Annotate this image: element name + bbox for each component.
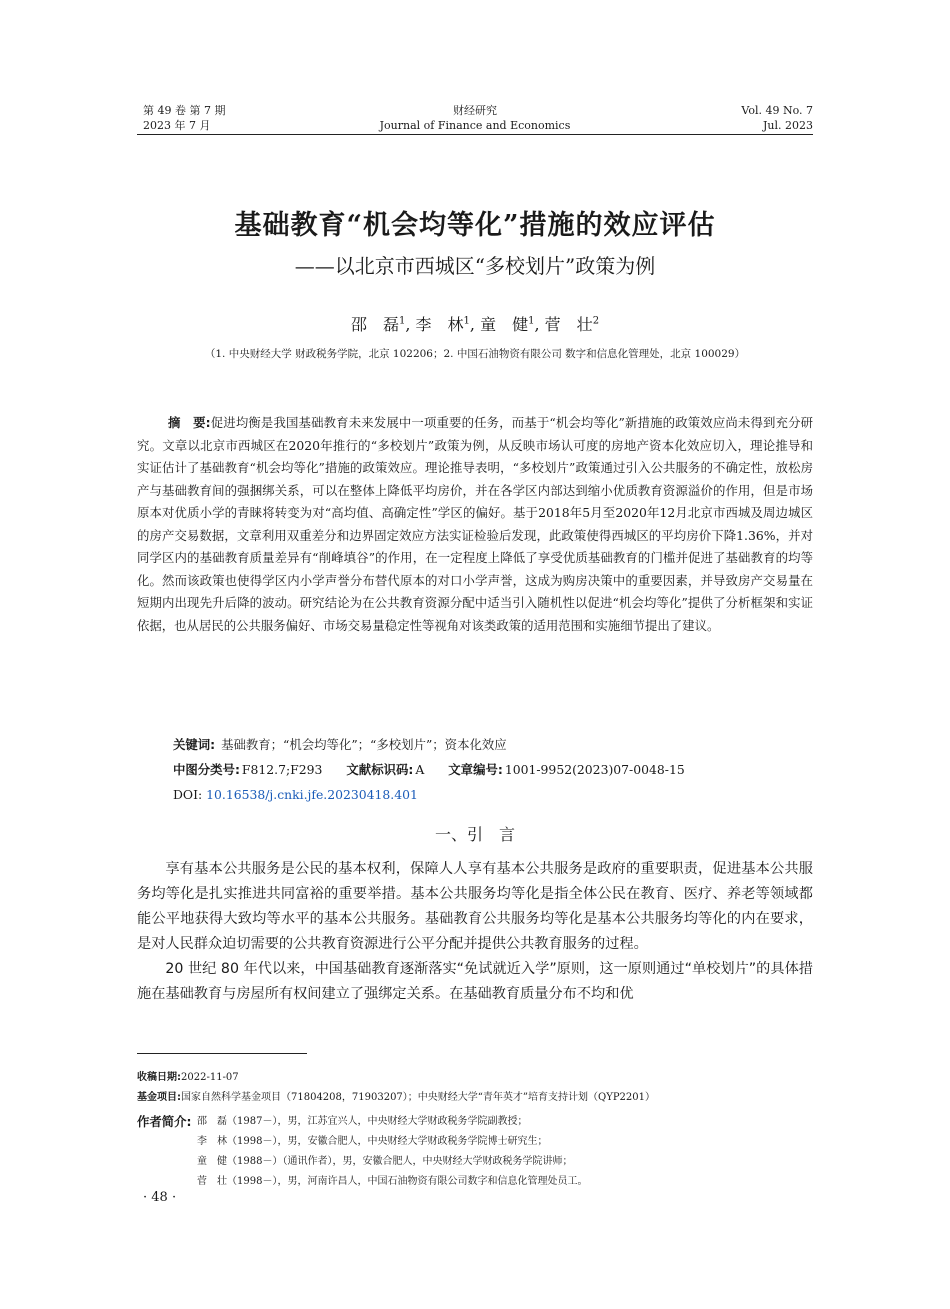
author-separator: , [534, 315, 540, 334]
section-heading: 一、引 言 [434, 825, 515, 844]
abstract [137, 412, 813, 637]
author-name: 菅 壮 [544, 315, 593, 334]
date-en: Jul. 2023 [763, 119, 813, 132]
author-bio: 童 健（1988－）（通讯作者），男，安徽合肥人，中央财经大学财政税务学院讲师； [197, 1156, 573, 1167]
keywords-text: 基础教育；“机会均等化”；“多校划片”；资本化效应 [221, 737, 507, 752]
author-separator: , [405, 315, 411, 334]
article-number-label: 文章编号: [448, 762, 503, 777]
section-body [137, 857, 813, 1007]
author-separator: , [469, 315, 475, 334]
author-affil-mark: 1 [398, 315, 406, 327]
abstract-label: 摘 要: [168, 415, 211, 430]
doc-code-label: 文献标识码: [346, 762, 414, 777]
author-bio: 菅 壮（1998－），男，河南许昌人，中国石油物资有限公司数字和信息化管理处员工。 [197, 1176, 588, 1187]
clc-label: 中图分类号: [173, 762, 240, 777]
doc-code-value: A [415, 762, 425, 777]
volume-issue-cn: 第 49 卷 第 7 期 [143, 104, 226, 117]
header-rule [137, 134, 813, 135]
author-name: 邵 磊 [350, 315, 399, 334]
keywords-label: 关键词: [173, 737, 216, 752]
keywords [173, 734, 507, 756]
article-number-value: 1001-9952(2023)07-0048-15 [504, 762, 685, 777]
paper-title: 基础教育“机会均等化”措施的效应评估 [234, 210, 716, 241]
fund-info [137, 1088, 813, 1107]
author-name: 童 健 [480, 315, 529, 334]
date-cn: 2023 年 7 月 [143, 119, 211, 132]
author-bio-label: 作者简介: [137, 1114, 192, 1129]
journal-name-en: Journal of Finance and Economics [379, 119, 571, 132]
author-affil-mark: 1 [528, 315, 535, 327]
doi-link[interactable]: 10.16538/j.cnki.jfe.20230418.401 [206, 787, 418, 802]
author-bio: 李 林（1998－），男，安徽合肥人，中央财经大学财政税务学院博士研究生； [197, 1136, 548, 1147]
author-name: 李 林 [415, 315, 464, 334]
classification-line [173, 759, 685, 781]
author-affil-mark: 2 [592, 315, 600, 327]
received-value: 2022-11-07 [181, 1072, 239, 1083]
body-paragraph: 20 世纪 80 年代以来，中国基础教育逐渐落实“免试就近入学”原则，这一原则通过“单校划片”的具体措施在基础教育与房屋所有权间建立了强绑定关系。在基础教育质量分布不均和优 [137, 961, 813, 1002]
affiliations: （1. 中央财经大学 财政税务学院，北京 102206；2. 中国石油物资有限公司 数字和信息化管理处，北京 100029） [204, 348, 746, 360]
journal-name-cn: 财经研究 [453, 104, 497, 117]
body-paragraph: 享有基本公共服务是公民的基本权利，保障人人享有基本公共服务是政府的重要职责，促进基本公共服务均等化是扎实推进共同富裕的重要举措。基本公共服务均等化是指全体公民在教育、医疗、养老等领域都能公平地获得大致均等水平的基本公共服务。基础教育公共服务均等化是基本公共服务均等化的内在要求，是对人民群众迫切需要的公共教育资源进行公平分配并提供公共教育服务的过程。 [137, 861, 813, 952]
footnote-rule [137, 1053, 307, 1054]
doi-line [173, 784, 418, 806]
author-affil-mark: 1 [463, 315, 470, 327]
author-list [0, 312, 950, 335]
abstract-text: 促进均衡是我国基础教育未来发展中一项重要的任务，而基于“机会均等化”新措施的政策效应尚未得到充分研究。文章以北京市西城区在2020年推行的“多校划片”政策为例，从反映市场认可度的房地产资本化效应切入，理论推导和实证估计了基础教育“机会均等化”措施的政策效应。理论推导表明，“多校划片”政策通过引入公共服务的不确定性，放松房产与基础教育间的强捆绑关系，可以在整体上降低平均房价，并在各学区内部达到缩小优质教育资源溢价的作用，但是市场原本对优质小学的青睐将转变为对“高均值、高确定性”学区的偏好。基于2018年5月至2020年12月北京市西城及周边城区的房产交易数据，文章利用双重差分和边界固定效应方法实证检验后发现，此政策使得西城区的平均房价下降1.36%，并对同学区内的基础教育质量差异有“削峰填谷”的作用，在一定程度上降低了享受优质基础教育的门槛并促进了基础教育的均等化。然而该政策也使得学区内小学声誉分布替代原本的对口小学声誉，这成为购房决策中的重要因素，并导致房产交易量在短期内出现先升后降的波动。研究结论为在公共教育资源分配中适当引入随机性以促进“机会均等化”提供了分析框架和实证依据，也从居民的公共服务偏好、市场交易量稳定性等视角对该类政策的适用范围和实施细节提出了建议。 [137, 415, 813, 633]
received-date [137, 1068, 813, 1087]
author-bios [137, 1112, 813, 1192]
author-bio: 邵 磊（1987－），男，江苏宜兴人，中央财经大学财政税务学院副教授； [197, 1116, 528, 1127]
received-label: 收稿日期: [137, 1072, 181, 1083]
fund-label: 基金项目: [137, 1092, 181, 1103]
paper-subtitle: ——以北京市西城区“多校划片”政策为例 [294, 254, 656, 278]
doi-label: DOI: [173, 787, 203, 802]
fund-value: 国家自然科学基金项目（71804208，71903207）；中央财经大学“青年英才”培育支持计划（QYP2201） [181, 1092, 655, 1103]
volume-issue-en: Vol. 49 No. 7 [741, 104, 813, 117]
page-number: · 48 · [143, 1190, 177, 1205]
clc-value: F812.7;F293 [241, 762, 323, 777]
